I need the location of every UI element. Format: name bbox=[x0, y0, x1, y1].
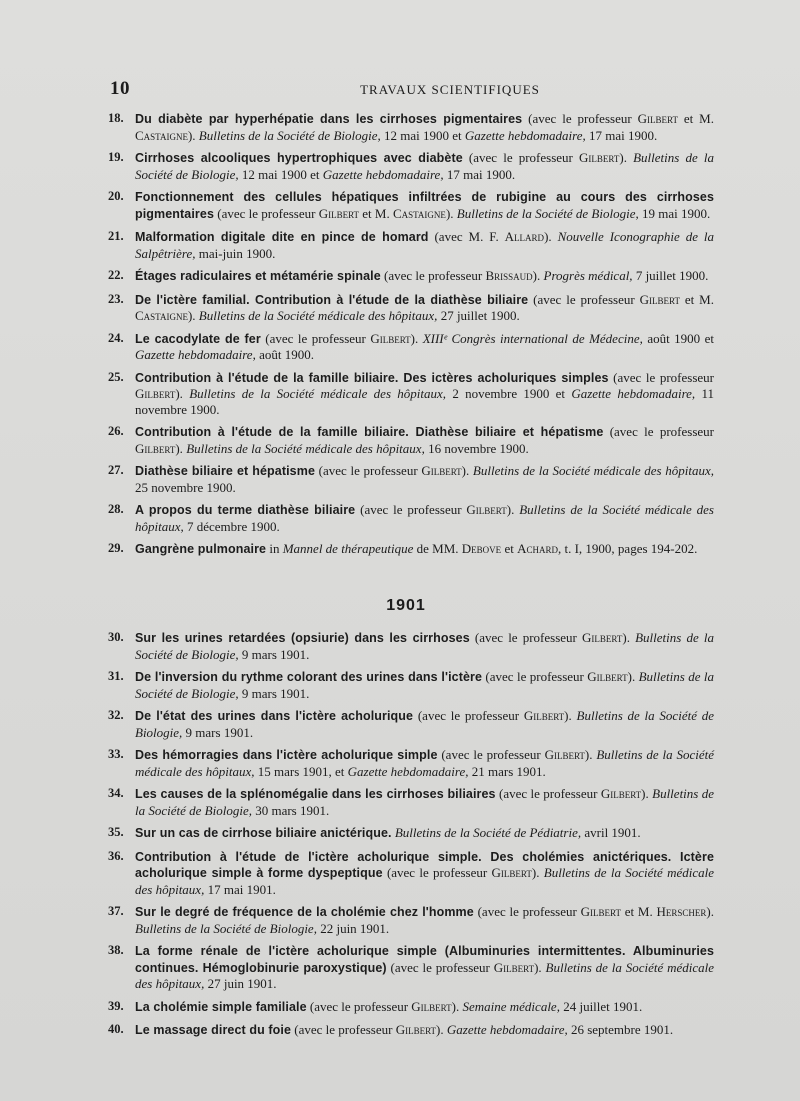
bibliography-entry bbox=[108, 904, 714, 936]
entry-citation: Gazette hebdomadaire, bbox=[322, 166, 444, 182]
entry-number: 30. bbox=[108, 630, 124, 644]
entry-text: mai-juin 1900. bbox=[195, 245, 276, 261]
entry-body bbox=[135, 630, 714, 662]
entry-text: 22 juin 1901. bbox=[316, 920, 390, 936]
entry-title: Sur le degré de fréquence de la cholémie chez l'homme bbox=[135, 905, 474, 919]
entry-title: Étages radiculaires et métamérie spinale bbox=[135, 269, 381, 283]
entry-title: Gangrène pulmonaire bbox=[135, 542, 267, 556]
entry-number: 19. bbox=[108, 150, 124, 164]
entry-title: Contribution à l'étude de la famille biliaire. Diathèse biliaire et hépatisme bbox=[135, 425, 604, 439]
bibliography-entry bbox=[108, 786, 714, 818]
entry-text: 7 juillet 1900. bbox=[632, 268, 709, 283]
entry-author: Gilbert bbox=[135, 386, 176, 401]
entry-author: Gilbert bbox=[580, 904, 621, 919]
entry-title: De l'ictère familial. Contribution à l'étude de la diathèse biliaire bbox=[135, 292, 529, 307]
entry-body bbox=[135, 424, 714, 456]
entry-text: ). bbox=[534, 959, 542, 975]
entry-number: 27. bbox=[108, 463, 124, 477]
entry-text: 17 mai 1900. bbox=[585, 127, 658, 143]
entry-text: (avec le professeur bbox=[495, 786, 601, 801]
entry-text: 17 mai 1901. bbox=[204, 881, 276, 897]
entry-text: 9 mars 1901. bbox=[182, 724, 254, 740]
entry-title: Des hémorragies dans l'ictère acholurique simple bbox=[135, 748, 438, 762]
entry-body bbox=[135, 502, 714, 534]
entry-citation: Nouvelle Iconographie de la Salpêtrière, bbox=[135, 229, 715, 261]
entry-number: 29. bbox=[108, 541, 124, 555]
entry-title: Malformation digitale dite en pince de homard bbox=[135, 230, 429, 244]
entry-number: 36. bbox=[108, 848, 124, 863]
entry-text: (avec le professeur bbox=[528, 291, 640, 307]
bibliography-entry bbox=[108, 268, 714, 285]
entry-citation: Progrès médical, bbox=[540, 268, 633, 283]
bibliography-entry bbox=[108, 502, 714, 534]
entry-number: 21. bbox=[108, 229, 124, 243]
entry-text: 19 mai 1900. bbox=[638, 205, 711, 221]
entry-text: (avec M. F. bbox=[428, 229, 505, 244]
entry-title: Sur un cas de cirrhose biliaire anictérique. bbox=[135, 826, 392, 840]
entry-text: ). bbox=[175, 440, 183, 456]
bibliography-list-1900 bbox=[108, 111, 714, 565]
entry-text: et M. bbox=[359, 205, 393, 221]
bibliography-entry bbox=[108, 189, 714, 222]
entry-citation: Bulletins de la Société médicale des hôpitaux, bbox=[135, 502, 714, 534]
entry-author: Gilbert bbox=[491, 865, 532, 880]
entry-text: août 1900. bbox=[255, 347, 314, 362]
entry-number: 33. bbox=[108, 747, 124, 761]
entry-number: 20. bbox=[108, 189, 124, 203]
entry-text: ). bbox=[531, 865, 540, 880]
entry-citation: Bulletins de la Société de Biologie, bbox=[135, 708, 715, 740]
entry-text: 30 mars 1901. bbox=[251, 802, 330, 818]
entry-citation: Bulletins de la Société médicale des hôpitaux, bbox=[135, 865, 715, 897]
entry-text: , t. I, 1900, pages 194-202. bbox=[557, 541, 698, 556]
entry-text: (avec le professeur bbox=[260, 330, 371, 346]
entry-number: 23. bbox=[108, 291, 124, 306]
entry-text: 27 juin 1901. bbox=[204, 976, 277, 991]
entry-author: Gilbert bbox=[395, 1022, 437, 1037]
entry-body bbox=[135, 1022, 714, 1039]
entry-text: 24 juillet 1901. bbox=[559, 998, 643, 1014]
year-heading: 1901 bbox=[386, 597, 426, 614]
entry-text: 12 mai 1900 et bbox=[238, 166, 323, 182]
entry-author: Castaigne bbox=[392, 205, 446, 221]
entry-author: Castaigne bbox=[135, 127, 188, 143]
entry-body bbox=[135, 268, 714, 285]
entry-author: Herscher bbox=[656, 904, 707, 919]
bibliography-entry bbox=[108, 747, 714, 779]
entry-author: Gilbert bbox=[466, 502, 507, 517]
entry-body bbox=[135, 943, 714, 992]
bibliography-entry bbox=[108, 463, 714, 495]
entry-citation: Bulletins de la Société de Biologie, bbox=[135, 786, 715, 818]
entry-text: 15 mars 1901, et bbox=[254, 763, 348, 779]
entry-text: 7 décembre 1900. bbox=[183, 518, 280, 534]
entry-body bbox=[135, 229, 714, 261]
running-head bbox=[110, 78, 710, 102]
entry-text: 27 juillet 1900. bbox=[437, 308, 520, 323]
entry-text: (avec le professeur bbox=[380, 268, 486, 283]
entry-text: août 1900 et bbox=[642, 330, 714, 346]
bibliography-entry bbox=[108, 150, 714, 182]
entry-body bbox=[135, 708, 714, 740]
entry-text: 17 mai 1900. bbox=[443, 166, 516, 182]
entry-title: Cirrhoses alcooliques hypertrophiques avec diabète bbox=[135, 151, 463, 165]
entry-body bbox=[135, 189, 714, 222]
entry-citation: Bulletins de la Société de Biologie, bbox=[135, 669, 714, 701]
entry-body bbox=[135, 111, 714, 143]
entry-text: ). bbox=[584, 747, 593, 762]
entry-text: ). bbox=[187, 127, 196, 143]
entry-text: (avec le professeur bbox=[382, 865, 492, 880]
entry-text: 2 novembre 1900 et bbox=[446, 386, 572, 401]
entry-body bbox=[135, 292, 714, 324]
entry-number: 40. bbox=[108, 1022, 124, 1036]
entry-number: 39. bbox=[108, 998, 124, 1013]
entry-number: 22. bbox=[108, 268, 124, 282]
entry-text: (avec le professeur bbox=[413, 708, 524, 723]
entry-body bbox=[135, 849, 714, 898]
entry-text: de MM. bbox=[413, 541, 462, 556]
entry-text: ). bbox=[445, 205, 454, 221]
entry-title: Contribution à l'étude de l'ictère acholurique simple. Des cholémies anictériques. Ictère acholurique simple à forme dyspeptique bbox=[135, 849, 714, 880]
entry-author: Gilbert bbox=[421, 463, 462, 478]
running-title: TRAVAUX SCIENTIFIQUES bbox=[360, 82, 540, 97]
entry-author: Gilbert bbox=[587, 669, 628, 684]
entry-text: ). bbox=[706, 904, 714, 919]
entry-author: Allard bbox=[504, 229, 545, 244]
entry-title: Le massage direct du foie bbox=[135, 1023, 292, 1037]
entry-author: Castaigne bbox=[135, 308, 188, 323]
bibliography-entry bbox=[108, 229, 714, 261]
bibliography-list-1901 bbox=[108, 630, 714, 1046]
bibliography-entry bbox=[108, 111, 714, 143]
entry-citation: Gazette hebdomadaire, bbox=[443, 1022, 568, 1037]
entry-text: (avec le professeur bbox=[469, 630, 583, 645]
entry-citation: Bulletins de la Société médicale des hôpitaux, bbox=[135, 959, 714, 991]
entry-author: Gilbert bbox=[637, 111, 678, 126]
entry-text: 11 novembre 1900. bbox=[135, 386, 714, 417]
entry-text: ). bbox=[187, 308, 196, 323]
entry-body bbox=[135, 825, 714, 842]
entry-author: Gilbert bbox=[370, 330, 411, 346]
entry-author: Gilbert bbox=[493, 959, 535, 975]
entry-text: ). bbox=[627, 669, 636, 684]
entry-text: (avec le professeur bbox=[306, 998, 412, 1014]
entry-text: 21 mars 1901. bbox=[468, 763, 546, 779]
entry-citation: Bulletins de la Société médicale des hôpitaux, bbox=[469, 463, 714, 478]
entry-text: 26 septembre 1901. bbox=[567, 1022, 674, 1037]
entry-citation: Bulletins de la Société médicale des hôpitaux, bbox=[135, 747, 715, 779]
entry-text: (avec le professeur bbox=[315, 463, 422, 478]
bibliography-entry bbox=[108, 370, 714, 418]
bibliography-entry bbox=[108, 331, 714, 363]
entry-body bbox=[135, 150, 714, 182]
entry-text: (avec le professeur bbox=[291, 1022, 396, 1037]
entry-body bbox=[135, 669, 714, 701]
entry-title: Sur les urines retardées (opsiurie) dans les cirrhoses bbox=[135, 631, 470, 645]
entry-title: Le cacodylate de fer bbox=[135, 331, 261, 346]
entry-text: in bbox=[266, 541, 283, 556]
entry-text: (avec le professeur bbox=[473, 904, 581, 919]
entry-author: Gilbert bbox=[639, 291, 680, 307]
entry-number: 28. bbox=[108, 502, 124, 516]
bibliography-entry bbox=[108, 424, 714, 456]
entry-citation: Semaine médicale, bbox=[459, 998, 560, 1014]
entry-text: 25 novembre 1900. bbox=[135, 479, 236, 495]
entry-title: Diathèse biliaire et hépatisme bbox=[135, 464, 315, 478]
entry-author: Gilbert bbox=[318, 205, 360, 221]
entry-citation: Bulletins de la Société de Pédiatrie, bbox=[391, 825, 582, 840]
entry-text: ). bbox=[175, 386, 183, 401]
entry-body bbox=[135, 331, 714, 363]
entry-text: et M. bbox=[679, 291, 714, 307]
entry-author: Gilbert bbox=[582, 630, 623, 645]
entry-text: ). bbox=[506, 502, 515, 517]
entry-author: Gilbert bbox=[544, 747, 585, 762]
entry-text: 9 mars 1901. bbox=[238, 685, 310, 701]
entry-text: ). bbox=[564, 708, 572, 723]
entry-author: Brissaud bbox=[485, 268, 533, 283]
entry-number: 26. bbox=[108, 424, 124, 438]
entry-text: (avec le professeur bbox=[386, 959, 494, 975]
entry-title: La forme rénale de l'ictère acholurique simple (Albuminuries intermittentes. Albuminuries continues. Hémoglobinurie paroxystique) bbox=[135, 944, 714, 975]
entry-citation: Bulletins de la Société de Biologie, bbox=[135, 920, 317, 936]
entry-citation: Bulletins de la Société de Biologie, bbox=[135, 150, 714, 182]
entry-text: 12 mai 1900 et bbox=[380, 127, 465, 143]
entry-citation: Gazette hebdomadaire, bbox=[571, 386, 696, 401]
bibliography-entry bbox=[108, 999, 714, 1016]
entry-text: et M. bbox=[620, 904, 657, 919]
entry-citation: Bulletins de la Société médicale des hôpitaux, bbox=[182, 386, 447, 401]
entry-title: La cholémie simple familiale bbox=[135, 999, 307, 1014]
entry-text: (avec le professeur bbox=[522, 111, 638, 126]
entry-text: ). bbox=[622, 630, 630, 645]
entry-text: et M. bbox=[677, 111, 714, 126]
entry-text: (avec le professeur bbox=[214, 205, 319, 221]
entry-text: ). bbox=[451, 998, 460, 1014]
bibliography-entry bbox=[108, 943, 714, 992]
bibliography-entry bbox=[108, 825, 714, 842]
entry-text: (avec le professeur bbox=[608, 369, 714, 385]
bibliography-entry bbox=[108, 292, 714, 324]
entry-number: 25. bbox=[108, 369, 124, 384]
entry-author: Gilbert bbox=[135, 440, 176, 456]
entry-author: Gilbert bbox=[579, 150, 620, 165]
entry-text: 9 mars 1901. bbox=[238, 646, 310, 662]
entry-author: Gilbert bbox=[523, 708, 565, 723]
entry-number: 35. bbox=[108, 825, 124, 839]
entry-body bbox=[135, 786, 714, 818]
entry-citation: Mannel de thérapeutique bbox=[282, 541, 414, 556]
bibliography-entry bbox=[108, 630, 714, 662]
entry-text: ). bbox=[641, 786, 649, 801]
entry-number: 31. bbox=[108, 669, 124, 683]
bibliography-entry bbox=[108, 1022, 714, 1039]
bibliography-entry bbox=[108, 849, 714, 898]
entry-number: 24. bbox=[108, 330, 124, 345]
entry-citation: Gazette hebdomadaire, bbox=[135, 347, 256, 362]
entry-body bbox=[135, 463, 714, 495]
entry-citation: Bulletins de la Société médicale des hôpitaux, bbox=[195, 308, 438, 323]
entry-title: A propos du terme diathèse biliaire bbox=[135, 503, 356, 517]
entry-title: Contribution à l'étude de la famille biliaire. Des ictères acholuriques simples bbox=[135, 370, 609, 385]
entry-text: ). bbox=[619, 150, 627, 165]
entry-citation: Bulletins de la Société de Biologie, bbox=[195, 127, 381, 143]
entry-author: Gilbert bbox=[600, 786, 642, 801]
entry-number: 38. bbox=[108, 943, 124, 957]
entry-body bbox=[135, 904, 714, 936]
entry-citation: Gazette hebdomadaire, bbox=[464, 127, 586, 143]
entry-text: ). bbox=[532, 268, 541, 283]
entry-body bbox=[135, 541, 714, 558]
entry-title: De l'inversion du rythme colorant des urines dans l'ictère bbox=[135, 670, 483, 684]
entry-body bbox=[135, 747, 714, 779]
entry-body bbox=[135, 370, 714, 418]
entry-text: et bbox=[501, 541, 518, 556]
entry-citation: XIIIᵉ Congrès international de Médecine, bbox=[418, 330, 643, 346]
entry-number: 34. bbox=[108, 786, 124, 800]
entry-body bbox=[135, 999, 714, 1016]
entry-author: Achard bbox=[517, 541, 558, 556]
entry-text: (avec le professeur bbox=[437, 747, 545, 762]
entry-text: avril 1901. bbox=[581, 825, 641, 840]
entry-citation: Bulletins de la Société de Biologie, bbox=[135, 630, 714, 662]
entry-citation: Gazette hebdomadaire, bbox=[347, 763, 469, 779]
entry-text: ). bbox=[461, 463, 470, 478]
entry-text: (avec le professeur bbox=[355, 502, 467, 517]
bibliography-entry bbox=[108, 708, 714, 740]
entry-number: 37. bbox=[108, 904, 124, 918]
entry-text: (avec le professeur bbox=[482, 669, 588, 684]
entry-number: 18. bbox=[108, 111, 124, 125]
bibliography-entry bbox=[108, 669, 714, 701]
entry-title: Du diabète par hyperhépatie dans les cirrhoses pigmentaires bbox=[135, 112, 523, 126]
entry-title: Fonctionnement des cellules hépatiques infiltrées de rubigine au cours des cirrhoses pigmentaires bbox=[135, 190, 714, 221]
entry-text: ). bbox=[436, 1022, 444, 1037]
entry-number: 32. bbox=[108, 708, 124, 722]
entry-title: Les causes de la splénomégalie dans les cirrhoses biliaires bbox=[135, 787, 496, 801]
entry-text: (avec le professeur bbox=[603, 424, 714, 439]
entry-citation: Bulletins de la Société médicale des hôpitaux, bbox=[182, 440, 425, 456]
entry-text: ). bbox=[410, 330, 419, 346]
bibliography-entry bbox=[108, 541, 714, 558]
entry-text: ). bbox=[544, 229, 552, 244]
page-number: 10 bbox=[110, 78, 130, 99]
entry-text: 16 novembre 1900. bbox=[424, 440, 529, 456]
entry-text: (avec le professeur bbox=[462, 150, 580, 165]
entry-citation: Bulletins de la Société de Biologie, bbox=[453, 205, 639, 221]
entry-author: Debove bbox=[461, 541, 502, 556]
entry-author: Gilbert bbox=[411, 998, 452, 1014]
entry-title: De l'état des urines dans l'ictère acholurique bbox=[135, 709, 414, 723]
